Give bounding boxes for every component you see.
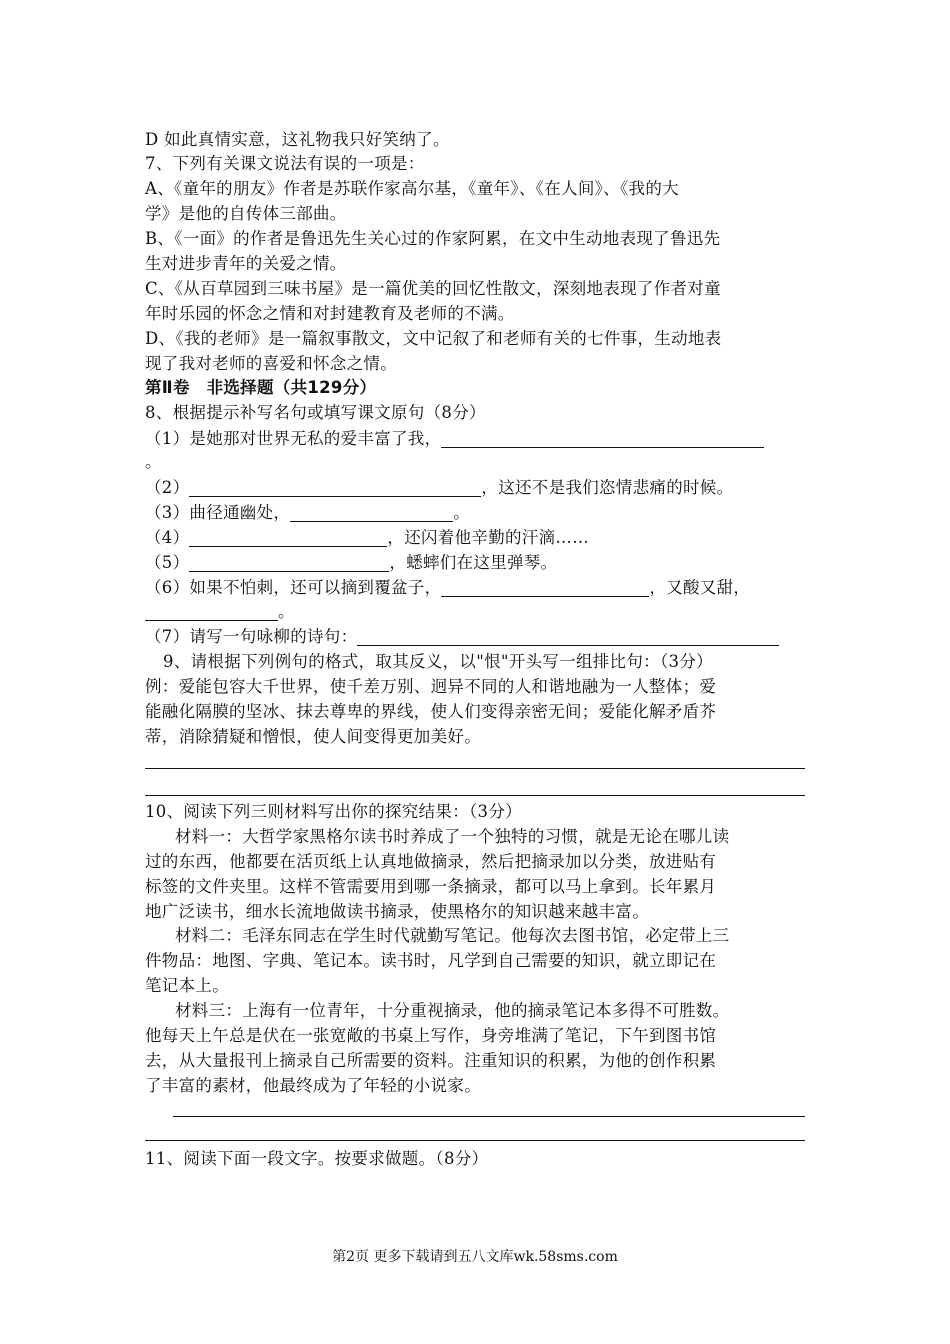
q7-option-c-line2: 年时乐园的怀念之情和对封建教育及老师的不满。 [145, 304, 515, 323]
q7-option-a-line2: 学》是他的自传体三部曲。 [145, 204, 347, 223]
q8-item-4-blank[interactable] [189, 528, 387, 547]
q8-item-6-blank-2[interactable] [145, 602, 278, 621]
q8-item-7-blank[interactable] [357, 627, 779, 646]
q10-answer-line-2[interactable] [145, 1140, 805, 1141]
q8-item-4-pre: （4） [145, 528, 190, 547]
q8-item-4 [145, 527, 589, 549]
q10-material-1-line3: 标签的文件夹里。这样不管需要用到哪一条摘录，都可以马上拿到。长年累月 [145, 877, 717, 896]
q7-option-b-line2: 生对进步青年的关爱之情。 [145, 254, 347, 273]
q8-item-3-pre: （3）曲径通幽处， [145, 503, 291, 522]
q9-example-line3: 蒂，消除猜疑和憎恨，使人间变得更加美好。 [145, 727, 481, 746]
q7-option-d-line2: 现了我对老师的喜爱和怀念之情。 [145, 354, 397, 373]
q8-item-1-text: （1）是她那对世界无私的爱丰富了我， [145, 429, 442, 448]
q8-item-5-pre: （5） [145, 553, 190, 572]
q8-item-6-end: 。 [278, 602, 295, 621]
q8-item-6-post: ，又酸又甜， [649, 578, 751, 597]
section-2-title: 第Ⅱ卷 非选择题（共129分） [145, 378, 377, 397]
q8-item-2-blank[interactable] [189, 478, 481, 497]
q9-example-line2: 能融化隔膜的坚冰、抹去尊卑的界线，使人们变得亲密无间；爱能化解矛盾芥 [145, 702, 717, 721]
q9-stem: 9、请根据下列例句的格式，取其反义，以"恨"开头写一组排比句：（3分） [163, 652, 713, 671]
q8-item-5-blank[interactable] [189, 553, 389, 572]
q8-item-3 [145, 502, 470, 524]
q8-item-6-line2 [145, 601, 295, 623]
q8-item-1 [145, 428, 764, 450]
q8-item-1-end: 。 [145, 452, 162, 471]
q10-material-3-line3: 去，从大量报刊上摘录自己所需要的资料。注重知识的积累，为他的创作积累 [145, 1051, 717, 1070]
q10-answer-line-1[interactable] [173, 1116, 805, 1117]
q7-option-b-line1: B、《一面》的作者是鲁迅先生关心过的作家阿累，在文中生动地表现了鲁迅先 [145, 229, 721, 248]
q8-item-1-blank[interactable] [441, 429, 764, 448]
q9-example-line1: 例：爱能包容大千世界，使千差万别、迥异不同的人和谐地融为一人整体；爱 [145, 677, 717, 696]
q11-stem: 11、阅读下面一段文字。按要求做题。（8分） [145, 1149, 489, 1168]
page-footer: 第2页 更多下载请到五八文库wk.58sms.com [332, 1249, 618, 1265]
q10-material-3-line1: 材料三：上海有一位青年，十分重视摘录，他的摘录笔记本多得不可胜数。 [175, 1001, 730, 1020]
q8-item-5 [145, 552, 557, 574]
q8-item-6 [145, 577, 750, 599]
q10-material-1-line1: 材料一：大哲学家黑格尔读书时养成了一个独特的习惯，就是无论在哪儿读 [175, 827, 730, 846]
q8-item-6-pre: （6）如果不怕刺，还可以摘到覆盆子， [145, 578, 442, 597]
q8-item-7 [145, 626, 779, 648]
q7-option-a-line1: A、《童年的朋友》作者是苏联作家高尔基，《童年》、《在人间》、《我的大 [145, 179, 679, 198]
q10-stem: 10、阅读下列三则材料写出你的探究结果：（3分） [145, 802, 522, 821]
q8-item-6-blank[interactable] [441, 578, 649, 597]
q8-item-2-pre: （2） [145, 478, 190, 497]
q10-material-2-line1: 材料二：毛泽东同志在学生时代就勤写笔记。他每次去图书馆，必定带上三 [175, 926, 730, 945]
q7-stem: 7、下列有关课文说法有误的一项是： [145, 154, 425, 173]
q8-item-3-post: 。 [453, 503, 471, 522]
q6-option-d: D 如此真情实意，这礼物我只好笑纳了。 [145, 130, 450, 149]
q7-option-c-line1: C、《从百草园到三味书屋》是一篇优美的回忆性散文，深刻地表现了作者对童 [145, 279, 721, 298]
q10-material-3-line2: 他每天上午总是伏在一张宽敞的书桌上写作，身旁堆满了笔记，下午到图书馆 [145, 1026, 717, 1045]
q8-item-5-post: ，蟋蟀们在这里弹琴。 [389, 553, 558, 572]
q9-answer-line-1[interactable] [145, 768, 805, 769]
q8-stem: 8、根据提示补写名句或填写课文原句（8分） [145, 403, 486, 422]
q8-item-4-post: ，还闪着他辛勤的汗滴…… [387, 528, 590, 547]
q9-answer-line-2[interactable] [145, 795, 805, 796]
q8-item-3-blank[interactable] [290, 503, 453, 522]
q10-material-1-line4: 地广泛读书，细水长流地做读书摘录，使黑格尔的知识越来越丰富。 [145, 902, 649, 921]
q10-material-1-line2: 过的东西，他都要在活页纸上认真地做摘录，然后把摘录加以分类，放进贴有 [145, 852, 717, 871]
q8-item-2 [145, 477, 733, 499]
q10-material-3-line4: 了丰富的素材，他最终成为了年轻的小说家。 [145, 1076, 481, 1095]
q10-material-2-line2: 件物品：地图、字典、笔记本。读书时，凡学到自己需要的知识，就立即记在 [145, 951, 717, 970]
q7-option-d-line1: D、《我的老师》是一篇叙事散文，文中记叙了和老师有关的七件事，生动地表 [145, 329, 722, 348]
q8-item-2-post: ，这还不是我们恣情悲痛的时候。 [481, 478, 734, 497]
q10-material-2-line3: 笔记本上。 [145, 976, 229, 995]
q8-item-7-text: （7）请写一句咏柳的诗句： [145, 627, 358, 646]
